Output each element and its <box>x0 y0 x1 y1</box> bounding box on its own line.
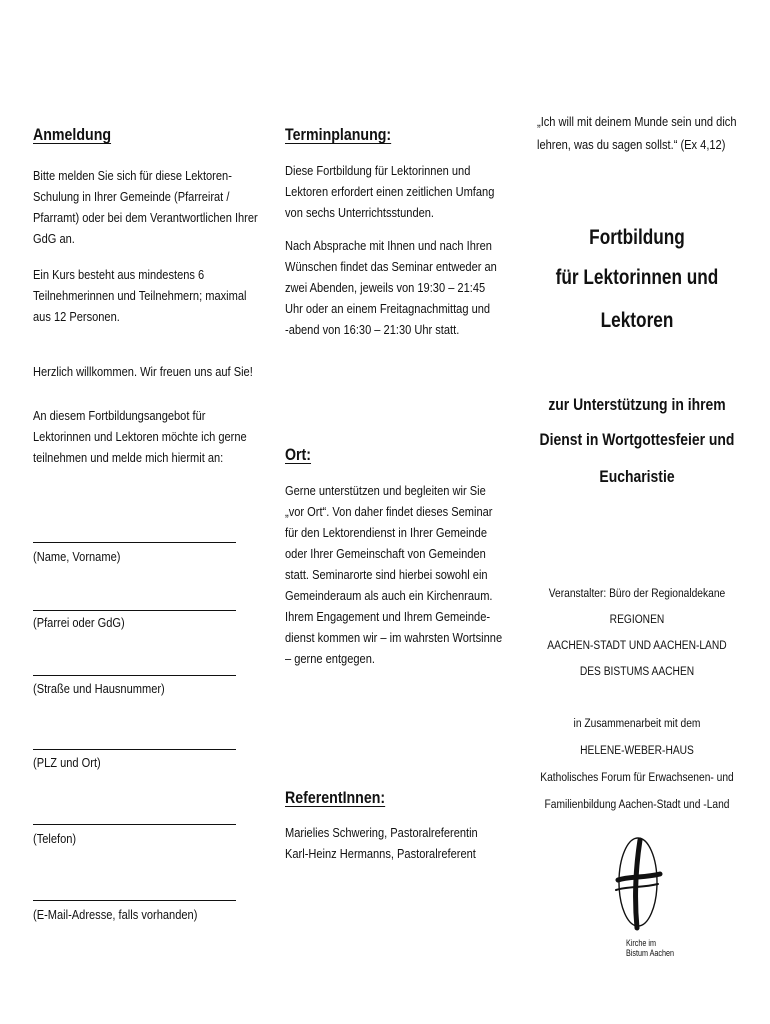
title-line-3: Lektoren <box>600 309 674 332</box>
cooperation-line-1: in Zusammenarbeit mit dem <box>573 716 701 730</box>
parish-field-line[interactable] <box>33 610 236 611</box>
registration-paragraph-2: Ein Kurs besteht aus mindestens 6 Teilnehmerinnen und Teilnehmern; maximal aus 12 Personen. <box>33 267 247 324</box>
cooperation-line-2: HELENE-WEBER-HAUS <box>580 743 694 757</box>
title-line-2: für Lektorinnen und <box>555 266 719 289</box>
registration-paragraph-1: Bitte melden Sie sich für diese Lektoren- Schulung in Ihrer Gemeinde (Pfarreirat / Pfarramt) oder bei dem Verantwortlichen Ihrer GdG an. <box>33 168 258 246</box>
bible-quote: „Ich will mit deinem Munde sein und dich lehren, was du sagen sollst.“ (Ex 4,12) <box>537 114 737 152</box>
name-field-line[interactable] <box>33 542 236 543</box>
subtitle-line-1: zur Unterstützung in ihrem <box>548 395 726 414</box>
registration-paragraph-3: An diesem Fortbildungsangebot für Lektorinnen und Lektoren möchte ich gerne teilnehmen und melde mich hiermit an: <box>33 408 247 465</box>
phone-field-line[interactable] <box>33 824 236 825</box>
organizer-line-4: DES BISTUMS AACHEN <box>579 664 695 678</box>
scheduling-heading: Terminplanung: <box>285 126 392 144</box>
speakers-heading: ReferentInnen: <box>285 789 386 807</box>
organizer-line-1: Veranstalter: Büro der Regionaldekane <box>548 586 726 600</box>
cross-logo-icon <box>610 836 666 932</box>
street-field-line[interactable] <box>33 675 236 676</box>
street-field-label: (Straße und Hausnummer) <box>33 681 165 696</box>
email-field-line[interactable] <box>33 900 236 901</box>
cooperation-line-3: Katholisches Forum für Erwachsenen- und <box>540 770 734 784</box>
speakers-list: Marielies Schwering, Pastoralreferentin Karl-Heinz Hermanns, Pastoralreferent <box>285 825 478 861</box>
location-paragraph: Gerne unterstützen und begleiten wir Sie „vor Ort“. Von daher findet dieses Seminar für den Lektorendienst in Ihrer Gemeinde oder Ihrer Gemeinschaft von Gemeinden statt. Seminarorte sind hierbei sowohl ein Gemeinderaum als auch ein Kirchenraum. Ihrem Engagement und Ihrem Gemeinde- dienst kommen wir – im wahrsten Wortsinne – gerne entgegen. <box>285 483 503 666</box>
cooperation-line-4: Familienbildung Aachen-Stadt und -Land <box>544 797 730 811</box>
subtitle-line-3: Eucharistie <box>599 467 675 486</box>
organizer-line-2: REGIONEN <box>609 612 665 626</box>
subtitle-line-2: Dienst in Wortgottesfeier und <box>539 430 735 449</box>
scheduling-paragraph-2: Nach Absprache mit Ihnen und nach Ihren Wünschen findet das Seminar entweder an zwei Abenden, jeweils von 19:30 – 21:45 Uhr oder an einem Freitagnachmittag und -abend von 16:30 – 21:30 Uhr statt. <box>285 238 497 337</box>
email-field-label: (E-Mail-Adresse, falls vorhanden) <box>33 907 198 922</box>
zip-city-field-label: (PLZ und Ort) <box>33 755 101 770</box>
name-field-label: (Name, Vorname) <box>33 549 121 564</box>
title-line-1: Fortbildung <box>589 226 685 249</box>
diocese-logo <box>610 836 666 932</box>
welcome-text: Herzlich willkommen. Wir freuen uns auf Sie! <box>33 364 253 379</box>
scheduling-paragraph-1: Diese Fortbildung für Lektorinnen und Lektoren erfordert einen zeitlichen Umfang von sechs Unterrichtsstunden. <box>285 163 495 220</box>
location-heading: Ort: <box>285 446 312 464</box>
registration-heading: Anmeldung <box>33 126 112 144</box>
organizer-line-3: AACHEN-STADT UND AACHEN-LAND <box>547 638 727 652</box>
parish-field-label: (Pfarrei oder GdG) <box>33 615 125 630</box>
phone-field-label: (Telefon) <box>33 831 77 846</box>
logo-caption: Kirche im Bistum Aachen <box>626 938 675 958</box>
zip-city-field-line[interactable] <box>33 749 236 750</box>
